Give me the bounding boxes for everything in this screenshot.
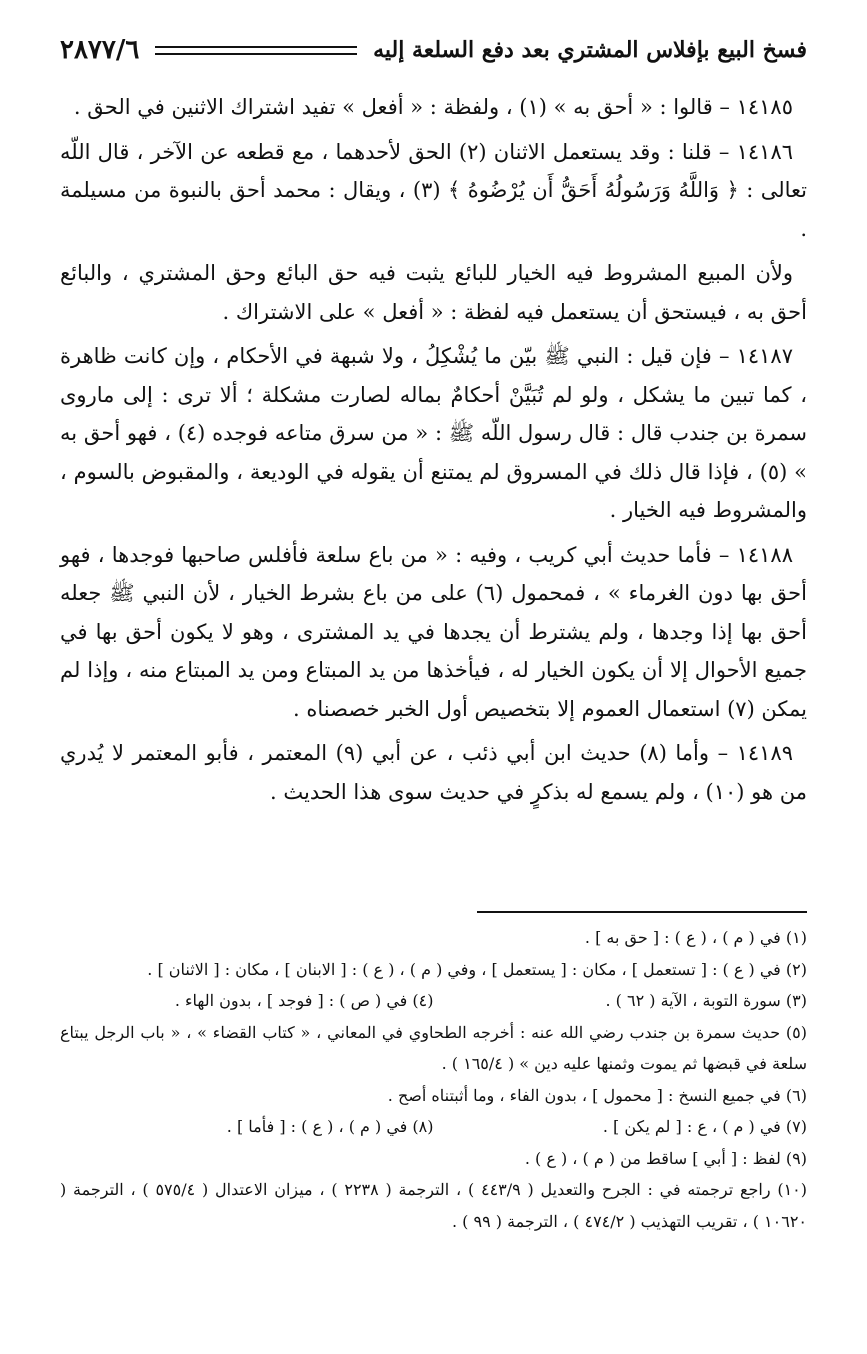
footnote-separator [477, 911, 807, 913]
header-double-rule [155, 46, 357, 55]
paragraph-14187: ١٤١٨٧ – فإن قيل : النبي ﷺ بيّن ما يُشْكِلُ ، ولا شبهة في الأحكام ، وإن كانت ظاهرة ، كما تبين ما يشكل ، ولو لم تُبَيَّنْ أحكامٌ بماله لصارت مشكلة ؛ ألا ترى : إلى ماروى سمرة بن جندب قال : قال رسول اللّه ﷺ : « من سرق متاعه فوجده (٤) ، فهو أحق به » (٥) ، فإذا قال ذلك في المسروق لم يمتنع أن يقوله في الوديعة ، والمقبوض بالسوم ، والمشروط فيه الخيار . [60, 344, 807, 522]
footnote-row-7-8 [60, 1111, 807, 1143]
footnote-2: (٢) في ( ع ) : [ تستعمل ] ، مكان : [ يستعمل ] ، وفي ( م ) ، ( ع ) : [ الابنان ] ، مكان : [ الاثنان ] . [147, 959, 807, 979]
paragraph-14186: ١٤١٨٦ – قلنا : وقد يستعمل الاثنان (٢) الحق لأحدهما ، مع قطعه عن الآخر ، قال اللّه تعالى : ﴿ وَاللَّهُ وَرَسُولُهُ أَحَقُّ أَن يُرْضُوهُ ﴾ (٣) ، ويقال : محمد أحق بالنبوة من مسيلمة . [60, 139, 807, 241]
paragraph-continuation: ولأن المبيع المشروط فيه الخيار للبائع يثبت فيه حق البائع وحق المشتري ، والبائع أحق به ، فيستحق أن يستعمل فيه لفظة : « أفعل » على الاشتراك . [60, 261, 807, 324]
page-number: ٢٨٧٧/٦ [60, 35, 140, 65]
footnote-9: (٩) لفظ : [ أبي ] ساقط من ( م ) ، ( ع ) . [524, 1148, 807, 1168]
footnote-7: (٧) في ( م ) ، ع : [ لم يكن ] . [602, 1117, 807, 1136]
main-text [60, 88, 807, 817]
header-title: فسخ البيع بإفلاس المشتري بعد دفع السلعة إليه [373, 37, 807, 63]
footnote-4: (٤) في ( ص ) : [ فوجد ] ، بدون الهاء . [174, 991, 434, 1010]
footnote-3: (٣) سورة التوبة ، الآية ( ٦٢ ) . [605, 991, 807, 1010]
footnote-1: (١) في ( م ) ، ( ع ) : [ حق به ] . [584, 928, 807, 947]
paragraph-14188: ١٤١٨٨ – فأما حديث أبي كريب ، وفيه : « من باع سلعة فأفلس صاحبها فوجدها ، فهو أحق بها دون الغرماء » ، فمحمول (٦) على من باع بشرط الخيار ، لأن النبي ﷺ جعله أحق بها إذا وجدها ، ولم يشترط أن يجدها في يد المشترى ، وهو لا يكون أحق بها في جميع الأحوال إلا أن يكون الخيار له ، فيأخذها من يد المبتاع ومن يد المبتاع منه ، وإذا لم يمكن (٧) استعمال العموم إلا بتخصيص أول الخبر خصصناه . [60, 542, 808, 721]
footnote-8: (٨) في ( م ) ، ( ع ) : [ فأما ] . [226, 1117, 434, 1136]
paragraph-14185: ١٤١٨٥ – قالوا : « أحق به » (١) ، ولفظة : « أفعل » تفيد اشتراك الاثنين في الحق . [73, 95, 793, 119]
footnotes [60, 922, 807, 1237]
footnote-5: (٥) حديث سمرة بن جندب رضي الله عنه : أخرجه الطحاوي في المعاني ، « كتاب القضاء » ، « باب الرجل يبتاع سلعة في قبضها ثم يموت وثمنها عليه دين » ( ١٦٥/٤ ) . [60, 1022, 807, 1073]
running-header [60, 30, 807, 70]
footnote-6: (٦) في جميع النسخ : [ محمول ] ، بدون الفاء ، وما أثبتناه أصح . [387, 1085, 807, 1105]
paragraph-14189: ١٤١٨٩ – وأما (٨) حديث ابن أبي ذئب ، عن أبي (٩) المعتمر ، فأبو المعتمر لا يُدري من هو (١٠) ، ولم يسمع له بذكرٍ في حديث سوى هذا الحديث . [60, 741, 807, 804]
footnote-10: (١٠) راجع ترجمته في : الجرح والتعديل ( ٤٤٣/٩ ) ، الترجمة ( ٢٢٣٨ ) ، ميزان الاعتدال ( ٥٧٥/٤ ) ، الترجمة ( ١٠٦٢٠ ) ، تقريب التهذيب ( ٤٧٤/٢ ) ، الترجمة ( ٩٩ ) . [60, 1180, 808, 1231]
footnote-row-3-4 [60, 985, 807, 1017]
